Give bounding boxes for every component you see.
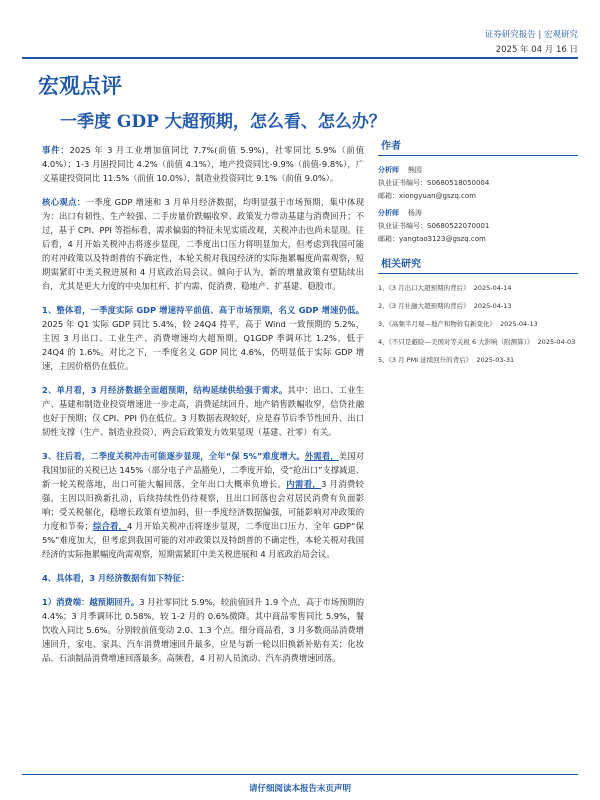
section-4a <box>42 595 364 665</box>
cert-number: S0680522070001 <box>427 222 490 230</box>
analyst-role: 分析师 <box>378 209 399 217</box>
main-body <box>42 143 364 675</box>
header-brand: 证券研究报告 | 宏观研究 <box>484 30 578 40</box>
analyst-2 <box>378 207 578 246</box>
header-divider <box>22 57 578 59</box>
cert-number: S0680518050004 <box>427 179 490 187</box>
sidebar <box>378 134 578 372</box>
event-paragraph <box>42 143 364 185</box>
analyst-name: 熊园 <box>407 166 422 174</box>
related-report[interactable]: 1、《3 月出口大超预期的背后》 2025-04-14 <box>378 284 512 292</box>
section-4a-heading: 1）消费端：越预期回升。 <box>42 597 140 607</box>
analyst-email[interactable]: xiongyuan@gszq.com <box>399 192 476 200</box>
related-report[interactable]: 3、《高频半月观—地产和物价有新变化》 2025-04-13 <box>378 320 538 328</box>
page-title: 一季度 GDP 大超预期，怎么看、怎么办？ <box>60 112 386 132</box>
section-4-heading: 4、具体看，3 月经济数据有如下特征： <box>42 573 190 583</box>
event-text: 2025 年 3 月工业增加值同比 7.7%(前值 5.9%)，社零同比 5.9%（前值 4.0%）；1-3 月固投同比 4.2%（前值 4.1%），地产投资同比-9.9%（前值-9.8%），广义基建投资同比 11.5%（前值 10.0%），制造业投资同比 9.1%（前值 9.0%）。 <box>42 145 364 183</box>
report-date: 2025 年 04 月 16 日 <box>495 45 578 55</box>
section-3-external-text: 美国对我国加征的关税已达 145%（部分电子产品豁免），二季度开始，受“抢出口”支撑减退、新一轮关税落地，出口可能大幅回落，全年出口大概率负增长。 <box>42 451 364 489</box>
related-report[interactable]: 2、《3 月社融大超预期的背后》 2025-04-13 <box>378 302 512 310</box>
analyst-1 <box>378 164 578 203</box>
section-3-summary-text: 4 月开始关税冲击将逐步显现，二季度出口压力、全年 GDP“保 5%”难度加大，但考虑到我国可能的对冲政策以及特朗普的不确定性，本轮关税对我国经济的实际拖累幅度尚需观察，短期需紧盯中美关税进展和 4 月底政治局会议。 <box>42 521 364 559</box>
related-report[interactable]: 4、《不只是避险—美国对等关税 6 大影响（附测算）》 2025-04-03 <box>378 338 576 346</box>
related-section-title: 相关研究 <box>378 252 578 274</box>
author-section-title: 作者 <box>378 134 578 156</box>
section-2-text: 其中：出口、工业生产、基建和制造业投资增速进一步走高，消费延续回升、地产销售跌幅收窄，信贷社融也好于预期；仅 CPI、PPI 仍在低位。3 月数据表现较好，应是春节后季节性回升、出口韧性支撑（生产、制造业投资），两会后政策发力效果显现（基建、社零）有关。 <box>42 385 364 437</box>
section-4a-text: 3 月社零同比 5.9%，较前值回升 1.9 个点，高于市场预期的 4.4%；3 月季调环比 0.58%，较 1-2 月的 0.6%微降。其中商品零售同比 5.9%，餐饮收入同比 5.6%。分别较前值变动 2.0、1.3 个点。细分商品看，3 月多数商品消费增速回升，家电、家具、汽车消费增速回升最多，应是与新一轮以旧换新补贴有关；化妆品、石油制品消费增速回落最多。高频看，4 月初人员流动、汽车消费增速回落。 <box>42 597 364 663</box>
section-3-internal-text: 3 月消费较强，主因以旧换新扎动，后续持续性仍待观察，且出口回落也会对居民消费有负面影响；受关税催化，稳增长政策有望加码，但一季度经济数据偏强，可能影响对冲政策的力度和节奏； <box>42 479 364 531</box>
section-1-heading: 1、整体看，一季度实际 GDP 增速持平前值、高于市场预期，名义 GDP 增速仍低。 <box>42 305 364 315</box>
footer-disclaimer: 请仔细阅读本报告末页声明 <box>248 784 351 794</box>
analyst-role: 分析师 <box>378 166 399 174</box>
section-2 <box>42 383 364 439</box>
cert-label: 执业证书编号： <box>378 222 427 230</box>
analyst-name: 杨涛 <box>407 209 422 217</box>
section-3-external: 外需看， <box>304 451 339 461</box>
section-1-text: 2025 年 Q1 实际 GDP 同比 5.4%，较 24Q4 持平，高于 Wind 一致预期的 5.2%，主因 3 月出口、工业生产、消费增速均大超预期。Q1GDP 季调环比 1.2%，低于 24Q4 的 1.6%。对比之下，一季度名义 GDP 同比 4.6%，仍明显低于实际 GDP 增速，主因价格仍在低位。 <box>42 319 364 371</box>
related-report[interactable]: 5、《3 月 PMI 延续回升的背后》 2025-03-31 <box>378 356 515 364</box>
document-type: 宏观点评 <box>38 73 122 98</box>
core-paragraph <box>42 195 364 293</box>
event-heading: 事件： <box>42 145 70 155</box>
core-heading: 核心观点： <box>42 197 86 207</box>
section-3 <box>42 449 364 561</box>
analyst-email[interactable]: yangtao3123@gszq.com <box>399 235 486 243</box>
cert-label: 执业证书编号： <box>378 179 427 187</box>
section-3-internal: 内需看， <box>286 479 322 489</box>
footer-divider <box>22 774 578 775</box>
related-reports <box>378 282 578 367</box>
section-3-heading: 3、往后看，二季度关税冲击可能逐步显现，全年“保 5%”难度增大。 <box>42 451 305 461</box>
email-label: 邮箱： <box>378 192 399 200</box>
section-2-heading: 2、单月看，3 月经济数据全面超预期，结构延续供给强于需求。 <box>42 385 288 395</box>
core-text: 一季度 GDP 增速和 3 月单月经济数据，均明显强于市场预期，集中体现为：出口有韧性、生产较强、二手房量价跌幅收窄、政策发力带动基建与消费回升；不过，基于 CPI、PPI 等指标看，需求偏弱的特征未见实质改观，关税冲击也尚未显现。往后看，4 月开始关税冲击将逐步显现，二季度出口压力将明显加大，但考虑到我国可能的对冲政策以及特朗普的不确定性，本轮关税对我国经济的实际拖累幅度尚需观察，短期需紧盯中美关税进展和 4 月底政治局会议。倾向于认为，新的增量政策有望陆续出台，尤其是更大力度的中央加杠杆、扩内需、促消费、稳地产、扩基建、稳股市。 <box>42 197 364 291</box>
section-1 <box>42 303 364 373</box>
email-label: 邮箱： <box>378 235 399 243</box>
section-4 <box>42 571 364 585</box>
section-3-summary: 综合看， <box>92 521 127 531</box>
